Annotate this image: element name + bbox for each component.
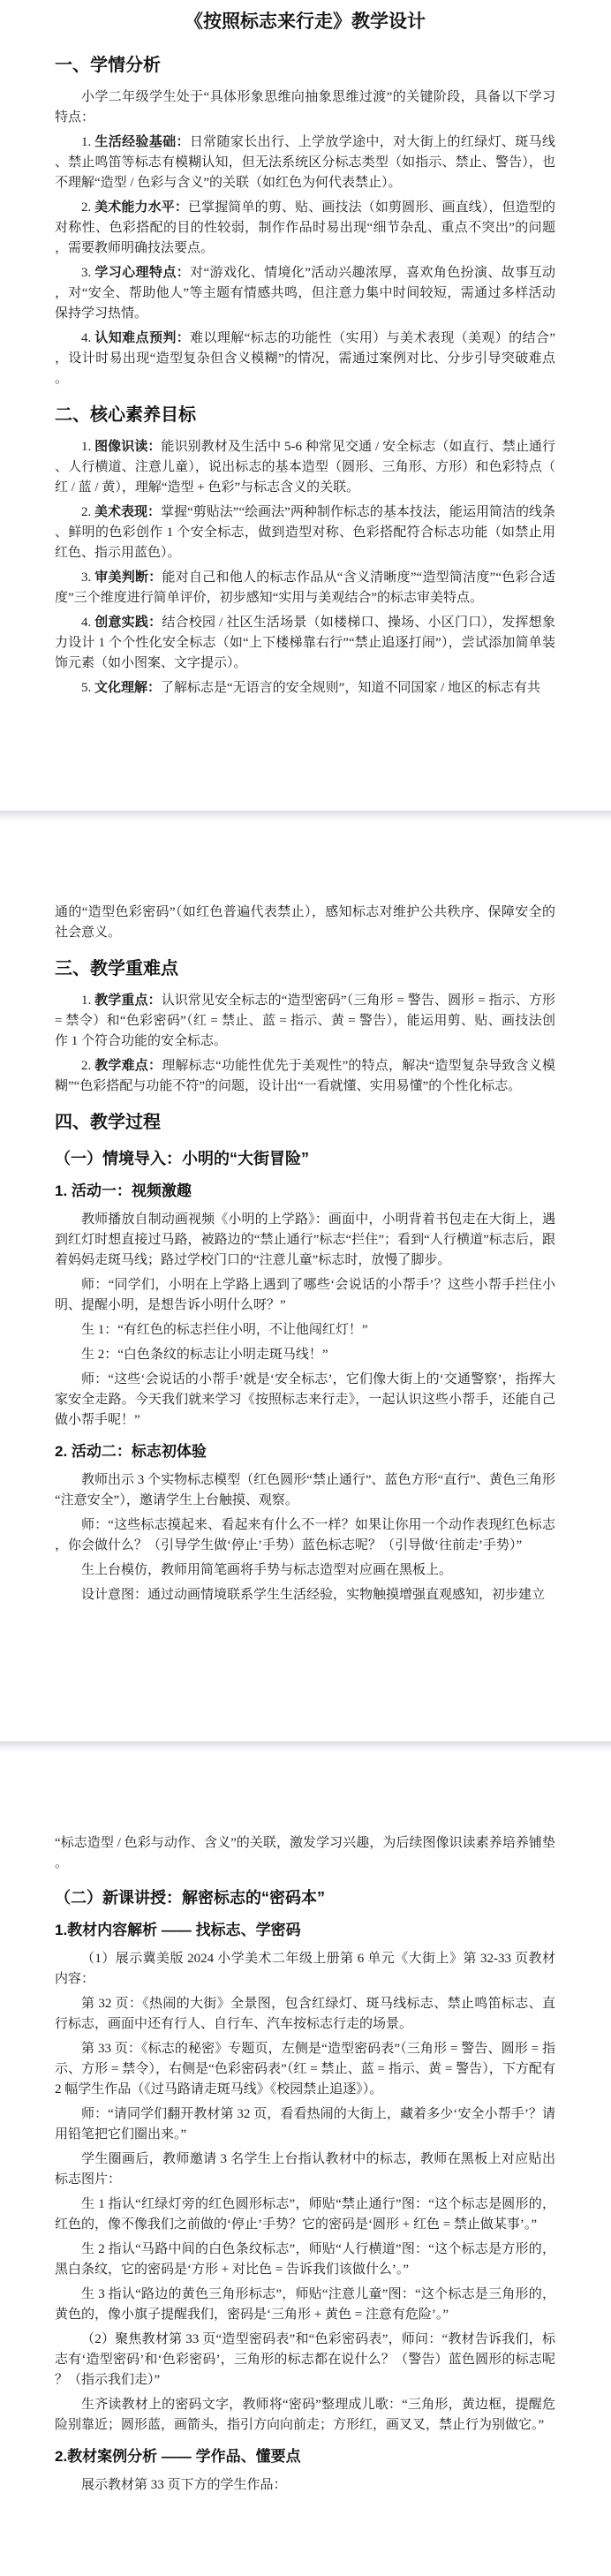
paragraph-text: 通的“造型色彩密码”（如红色普遍代表禁止），感知标志对维护公共秩序、保障安全的社会意义。: [55, 905, 555, 940]
paragraph: [55, 2285, 555, 2325]
activity-heading: 1.教材内容解析 —— 找标志、学密码: [55, 1922, 301, 1938]
paragraph: [55, 198, 555, 259]
paragraph: [55, 1056, 555, 1097]
activity-heading: 2. 活动二：标志初体验: [55, 1443, 207, 1460]
paragraph-lead: 美术能力水平：: [94, 200, 189, 215]
paragraph-text: 第 33 页：《标志的秘密》专题页，左侧是“造型密码表”（三角形 = 警告、圆形 = 指示、方形 = 禁令），右侧是“色彩密码表”（红 = 禁止、蓝 = 指示、黄 = 警告），下方配有 2 幅学生作品（《过马路请走斑马线》《校园禁止追逐》）。: [55, 2042, 555, 2096]
paragraph-lead: 美术表现：: [94, 505, 162, 519]
paragraph: [55, 2395, 555, 2436]
paragraph: [55, 1370, 555, 1431]
paragraph: [55, 1585, 555, 1605]
paragraph-lead: 教学难点：: [94, 1059, 162, 1073]
paragraph-text: 对“游戏化、情境化”活动兴趣浓厚，喜欢角色扮演、故事互动，对“安全、帮助他人”等主题有情感共鸣，但注意力集中时间较短，需通过多样活动保持学习热情。: [55, 266, 555, 321]
paragraph: [55, 1320, 555, 1341]
paragraph: [55, 1994, 555, 2035]
paragraph-text: 了解标志是“无语言的安全规则”，知道不同国家 / 地区的标志有共: [161, 681, 541, 695]
paragraph: [55, 1515, 555, 1556]
paragraph-text: 5.: [81, 681, 94, 695]
paragraph-text: 日常随家长出行、上学放学途中，对大街上的红绿灯、斑马线、禁止鸣笛等标志有模糊认知，但无法系统区分标志类型（如指示、禁止、警告），也不理解“造型 / 色彩与含义”的关联（如红色为何代表禁止）。: [55, 135, 555, 190]
paragraph-lead: 学习心理特点：: [94, 266, 191, 280]
paragraph-text: 3.: [81, 570, 95, 585]
paragraph-text: （2）聚焦教材第 33 页“造型密码表”和“色彩密码表”，师问：“教材告诉我们，标志有‘造型密码’和‘色彩密码’，三角形的标志都在说什么？（警告）蓝色圆形的标志呢？（指示我们走）”: [55, 2332, 555, 2387]
paragraph-text: 掌握“剪贴法”“绘画法”两种制作标志的基本技法，能运用简洁的线条、鲜明的色彩创作 1 个安全标志，做到造型对称、色彩搭配符合标志功能（如禁止用红色、指示用蓝色）。: [55, 505, 555, 560]
paragraph-lead: 认知难点预判：: [94, 331, 191, 345]
paragraph: [55, 502, 555, 563]
paragraph: [55, 1833, 555, 1874]
paragraph-text: 1.: [81, 135, 95, 149]
doc-title: 《按照标志来行走》教学设计: [185, 11, 426, 32]
activity-heading: 2.教材案例分析 —— 学作品、懂要点: [55, 2448, 301, 2465]
paragraph: [55, 329, 555, 389]
paragraph-text: 生 1：“有红色的标志拦住小明，不让他闯红灯！”: [81, 1323, 368, 1337]
section-heading: 四、教学过程: [55, 1113, 161, 1132]
paragraph: [55, 132, 555, 193]
paragraph: [55, 1470, 555, 1511]
paragraph-text: 难以理解“标志的功能性（实用）与美术表现（美观）的结合”，设计时易出现“造型复杂但含义模糊”的情况，需通过案例对比、分步引导突破难点。: [55, 331, 555, 386]
paragraph-text: 4.: [81, 331, 95, 345]
paragraph-text: 教师播放自制动画视频《小明的上学路》：画面中，小明背着书包走在大街上，遇到红灯时想直接过马路，被路边的“禁止通行”标志“拦住”；看到“人行横道”标志后，跟着妈妈走斑马线；路过学校门口的“注意儿童”标志时，放慢了脚步。: [55, 1212, 555, 1267]
paragraph-text: 4.: [81, 616, 95, 630]
paragraph-text: 认识常见安全标志的“造型密码”（三角形 = 警告、圆形 = 指示、方形 = 禁令）和“色彩密码”（红 = 禁止、蓝 = 指示、黄 = 警告），能运用剪、贴、画技法创作 1 个符合功能的安全标志。: [55, 993, 555, 1048]
paragraph: [55, 613, 555, 674]
paragraph-text: 生上台模仿，教师用简笔画将手势与标志造型对应画在黑板上。: [81, 1563, 453, 1577]
paragraph-text: 生 1 指认“红绿灯旁的红色圆形标志”，师贴“禁止通行”图：“这个标志是圆形的，红色的，像不像我们之前做的‘停止’手势？它的密码是‘圆形 + 红色 = 禁止做某事’。”: [55, 2197, 555, 2232]
paragraph-lead: 图像识读：: [94, 440, 162, 454]
paragraph-text: 生 2：“白色条纹的标志让小明走斑马线！”: [81, 1348, 328, 1362]
paragraph-text: 生 3 指认“路边的黄色三角形标志”，师贴“注意儿童”图：“这个标志是三角形的，黄色的，像小旗子提醒我们，密码是‘三角形 + 黄色 = 注意有危险’。”: [55, 2287, 555, 2322]
doc-page-1: [0, 0, 611, 811]
paragraph-text: 师：“同学们，小明在上学路上遇到了哪些‘会说话的小帮手’？这些小帮手拦住小明、提醒小明，是想告诉小明什么呀？”: [55, 1278, 555, 1312]
paragraph: [55, 2104, 555, 2145]
paragraph-text: 教师出示 3 个实物标志模型（红色圆形“禁止通行”、蓝色方形“直行”、黄色三角形“注意安全”），邀请学生上台触摸、观察。: [55, 1473, 555, 1507]
paragraph-text: 生 2 指认“马路中间的白色条纹标志”，师贴“人行横道”图：“这个标志是方形的，黑白条纹，它的密码是‘方形 + 对比色 = 告诉我们该做什么’。”: [55, 2242, 555, 2277]
subsection-heading: （一）情境导入：小明的“大街冒险”: [55, 1150, 309, 1167]
paragraph-lead: 创意实践：: [94, 616, 162, 630]
paragraph-text: 第 32 页：《热闹的大街》全景图，包含红绿灯、斑马线标志、禁止鸣笛标志、直行标志，画面中还有行人、自行车、汽车按标志行走的场景。: [55, 1997, 555, 2031]
paragraph-lead: 文化理解：: [94, 681, 162, 695]
section-heading: 二、核心素养目标: [55, 405, 196, 425]
paragraph-text: 1.: [81, 440, 95, 454]
paragraph: [55, 568, 555, 608]
paragraph-text: 2.: [81, 505, 95, 519]
paragraph-text: 能对自己和他人的标志作品从“含义清晰度”“造型简洁度”“色彩合适度”三个维度进行简单评价，初步感知“实用与美观结合”的标志审美特点。: [55, 570, 555, 605]
paragraph-text: 已掌握简单的剪、贴、画技法（如剪圆形、画直线），但造型的对称性、色彩搭配的目的性较弱，制作作品时易出现“细节杂乱、重点不突出”的问题，需要教师明确技法要点。: [55, 200, 555, 255]
activity-heading: 1. 活动一：视频激趣: [55, 1182, 192, 1199]
page-gap: [0, 811, 611, 822]
paragraph: [55, 2475, 555, 2496]
paragraph-text: 师：“这些标志摸起来、看起来有什么不一样？如果让你用一个动作表现红色标志，你会做什么？（引导学生做‘停止’手势）蓝色标志呢？（引导做‘往前走’手势）”: [55, 1518, 555, 1552]
paragraph-lead: 教学重点：: [94, 993, 162, 1008]
paragraph-text: 能识别教材及生活中 5-6 种常见交通 / 安全标志（如直行、禁止通行、人行横道、注意儿童），说出标志的基本造型（圆形、三角形、方形）和色彩特点（红 / 蓝 / 黄），理解“造型 + 色彩”与标志含义的关联。: [55, 440, 555, 495]
paragraph: [55, 437, 555, 498]
paragraph: [55, 1275, 555, 1316]
paragraph: [55, 2039, 555, 2100]
paragraph-text: 理解标志“功能性优先于美观性”的特点，解决“造型复杂导致含义模糊”“色彩搭配与功能不符”的问题，设计出“一看就懂、实用易懂”的个性化标志。: [55, 1059, 555, 1093]
paragraph: [55, 1949, 555, 1990]
paragraph-text: 1.: [81, 993, 95, 1008]
paragraph-text: 师：“这些‘会说话的小帮手’就是‘安全标志’，它们像大街上的‘交通警察’，指挥大家安全走路。今天我们就来学习《按照标志来行走》，一起认识这些小帮手，还能自己做小帮手呢！”: [55, 1372, 555, 1427]
paragraph-text: 设计意图：通过动画情境联系学生生活经验，实物触摸增强直观感知，初步建立: [81, 1588, 546, 1602]
paragraph-lead: 生活经验基础：: [94, 135, 190, 149]
paragraph: [55, 1560, 555, 1581]
paragraph-text: 结合校园 / 社区生活场景（如楼梯口、操场、小区门口），发挥想象力设计 1 个个性化安全标志（如“上下楼梯靠右行”“禁止追逐打闹”），尝试添加简单装饰元素（如小图案、文字提示）。: [55, 616, 555, 670]
paragraph: [55, 87, 555, 128]
section-heading: 一、学情分析: [55, 56, 161, 75]
paragraph: [55, 2330, 555, 2391]
page-gap-2: [0, 1741, 611, 1753]
paragraph-text: 展示教材第 33 页下方的学生作品：: [81, 2478, 287, 2492]
doc-page-2: [0, 822, 611, 1741]
paragraph-text: 2.: [81, 200, 95, 215]
subsection-heading: （二）新课讲授：解密标志的“密码本”: [55, 1889, 325, 1907]
doc-page-3: [0, 1753, 611, 2576]
paragraph-text: 3.: [81, 266, 95, 280]
paragraph: [55, 263, 555, 324]
paragraph: [55, 2240, 555, 2280]
paragraph-text: 2.: [81, 1059, 95, 1073]
paragraph: [55, 2149, 555, 2190]
paragraph: [55, 678, 555, 699]
paragraph: [55, 1210, 555, 1271]
paragraph-lead: 审美判断：: [94, 570, 162, 585]
section-heading: 三、教学重难点: [55, 959, 178, 978]
paragraph-text: （1）展示冀美版 2024 小学美术二年级上册第 6 单元《大街上》第 32-33 页教材内容：: [55, 1952, 555, 1986]
paragraph-text: 学生圈画后，教师邀请 3 名学生上台指认教材中的标志，教师在黑板上对应贴出标志图片：: [55, 2152, 555, 2187]
paragraph: [55, 903, 555, 943]
paragraph: [55, 2195, 555, 2235]
paragraph-text: 师：“请同学们翻开教材第 32 页，看看热闹的大街上，藏着多少‘安全小帮手’？请用铅笔把它们圈出来。”: [55, 2107, 555, 2142]
paragraph-text: 小学二年级学生处于“具体形象思维向抽象思维过渡”的关键阶段，具备以下学习特点：: [55, 90, 555, 125]
paragraph-text: “标志造型 / 色彩与动作、含义”的关联，激发学习兴趣，为后续图像识读素养培养铺垫。: [55, 1836, 555, 1870]
paragraph: [55, 991, 555, 1052]
paragraph: [55, 1345, 555, 1365]
paragraph-text: 生齐读教材上的密码文字，教师将“密码”整理成儿歌：“三角形，黄边框，提醒危险别靠近；圆形蓝，画箭头，指引方向向前走；方形红，画叉叉，禁止行为别做它。”: [55, 2398, 555, 2432]
